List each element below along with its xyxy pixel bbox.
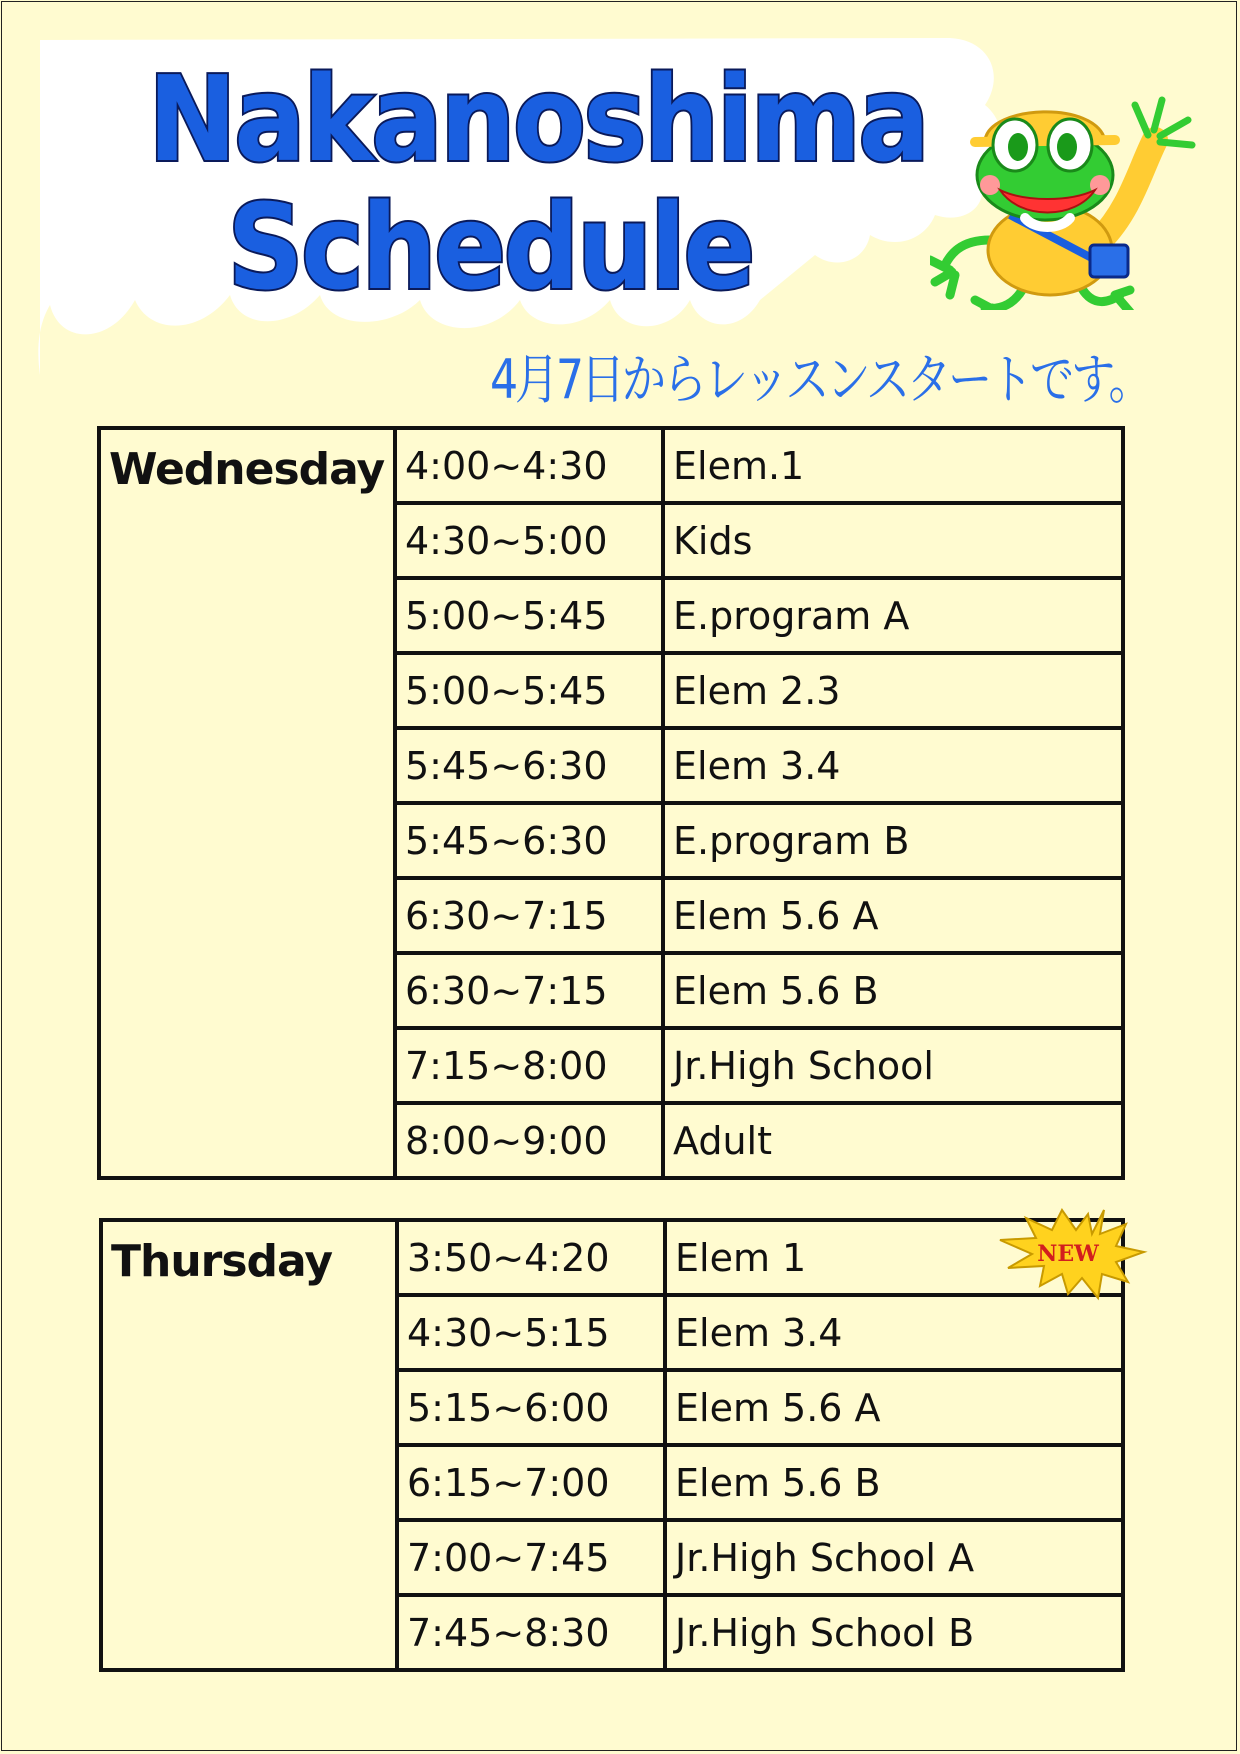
class-name: Jr.High School B [665, 1595, 1123, 1670]
frog-mascot-icon [930, 90, 1200, 310]
wednesday-schedule-table [97, 426, 1125, 1180]
time-slot: 7:45~8:30 [397, 1595, 665, 1670]
time-slot: 5:00~5:45 [395, 578, 663, 653]
class-name: Elem 1 [665, 1220, 1123, 1295]
class-name: Elem 3.4 [663, 728, 1123, 803]
time-slot: 4:30~5:00 [395, 503, 663, 578]
time-slot: 6:30~7:15 [395, 878, 663, 953]
time-slot: 5:15~6:00 [397, 1370, 665, 1445]
thursday-schedule-table [99, 1218, 1125, 1672]
class-name: E.program A [663, 578, 1123, 653]
wednesday-day-label: Wednesday [99, 428, 395, 1178]
new-badge [992, 1206, 1152, 1302]
time-slot: 3:50~4:20 [397, 1220, 665, 1295]
time-slot: 7:00~7:45 [397, 1520, 665, 1595]
time-slot: 7:15~8:00 [395, 1028, 663, 1103]
time-slot: 5:45~6:30 [395, 728, 663, 803]
time-slot: 4:30~5:15 [397, 1295, 665, 1370]
class-name: Elem.1 [663, 428, 1123, 503]
class-name: Elem 5.6 B [663, 953, 1123, 1028]
class-name: Elem 5.6 A [663, 878, 1123, 953]
schedule-row [101, 1220, 1123, 1295]
class-name: Kids [663, 503, 1123, 578]
class-name: Elem 3.4 [665, 1295, 1123, 1370]
title-line-2: Schedule [227, 178, 753, 316]
wednesday-schedule-body [99, 428, 1123, 1178]
new-badge-label: NEW [1037, 1241, 1099, 1267]
class-name: Elem 2.3 [663, 653, 1123, 728]
title-line-1: Nakanoshima [148, 50, 928, 188]
schedule-row [99, 428, 1123, 503]
time-slot: 4:00~4:30 [395, 428, 663, 503]
lesson-start-notice: 4月7日からレッスンスタートです。 [490, 348, 1150, 411]
class-name: Elem 5.6 A [665, 1370, 1123, 1445]
time-slot: 5:00~5:45 [395, 653, 663, 728]
time-slot: 5:45~6:30 [395, 803, 663, 878]
class-name: Elem 5.6 B [665, 1445, 1123, 1520]
class-name: Adult [663, 1103, 1123, 1178]
time-slot: 6:15~7:00 [397, 1445, 665, 1520]
class-name: Jr.High School A [665, 1520, 1123, 1595]
class-name: E.program B [663, 803, 1123, 878]
time-slot: 8:00~9:00 [395, 1103, 663, 1178]
time-slot: 6:30~7:15 [395, 953, 663, 1028]
page-title [148, 50, 928, 316]
thursday-day-label: Thursday [101, 1220, 397, 1670]
thursday-schedule-body [101, 1220, 1123, 1670]
class-name: Jr.High School [663, 1028, 1123, 1103]
